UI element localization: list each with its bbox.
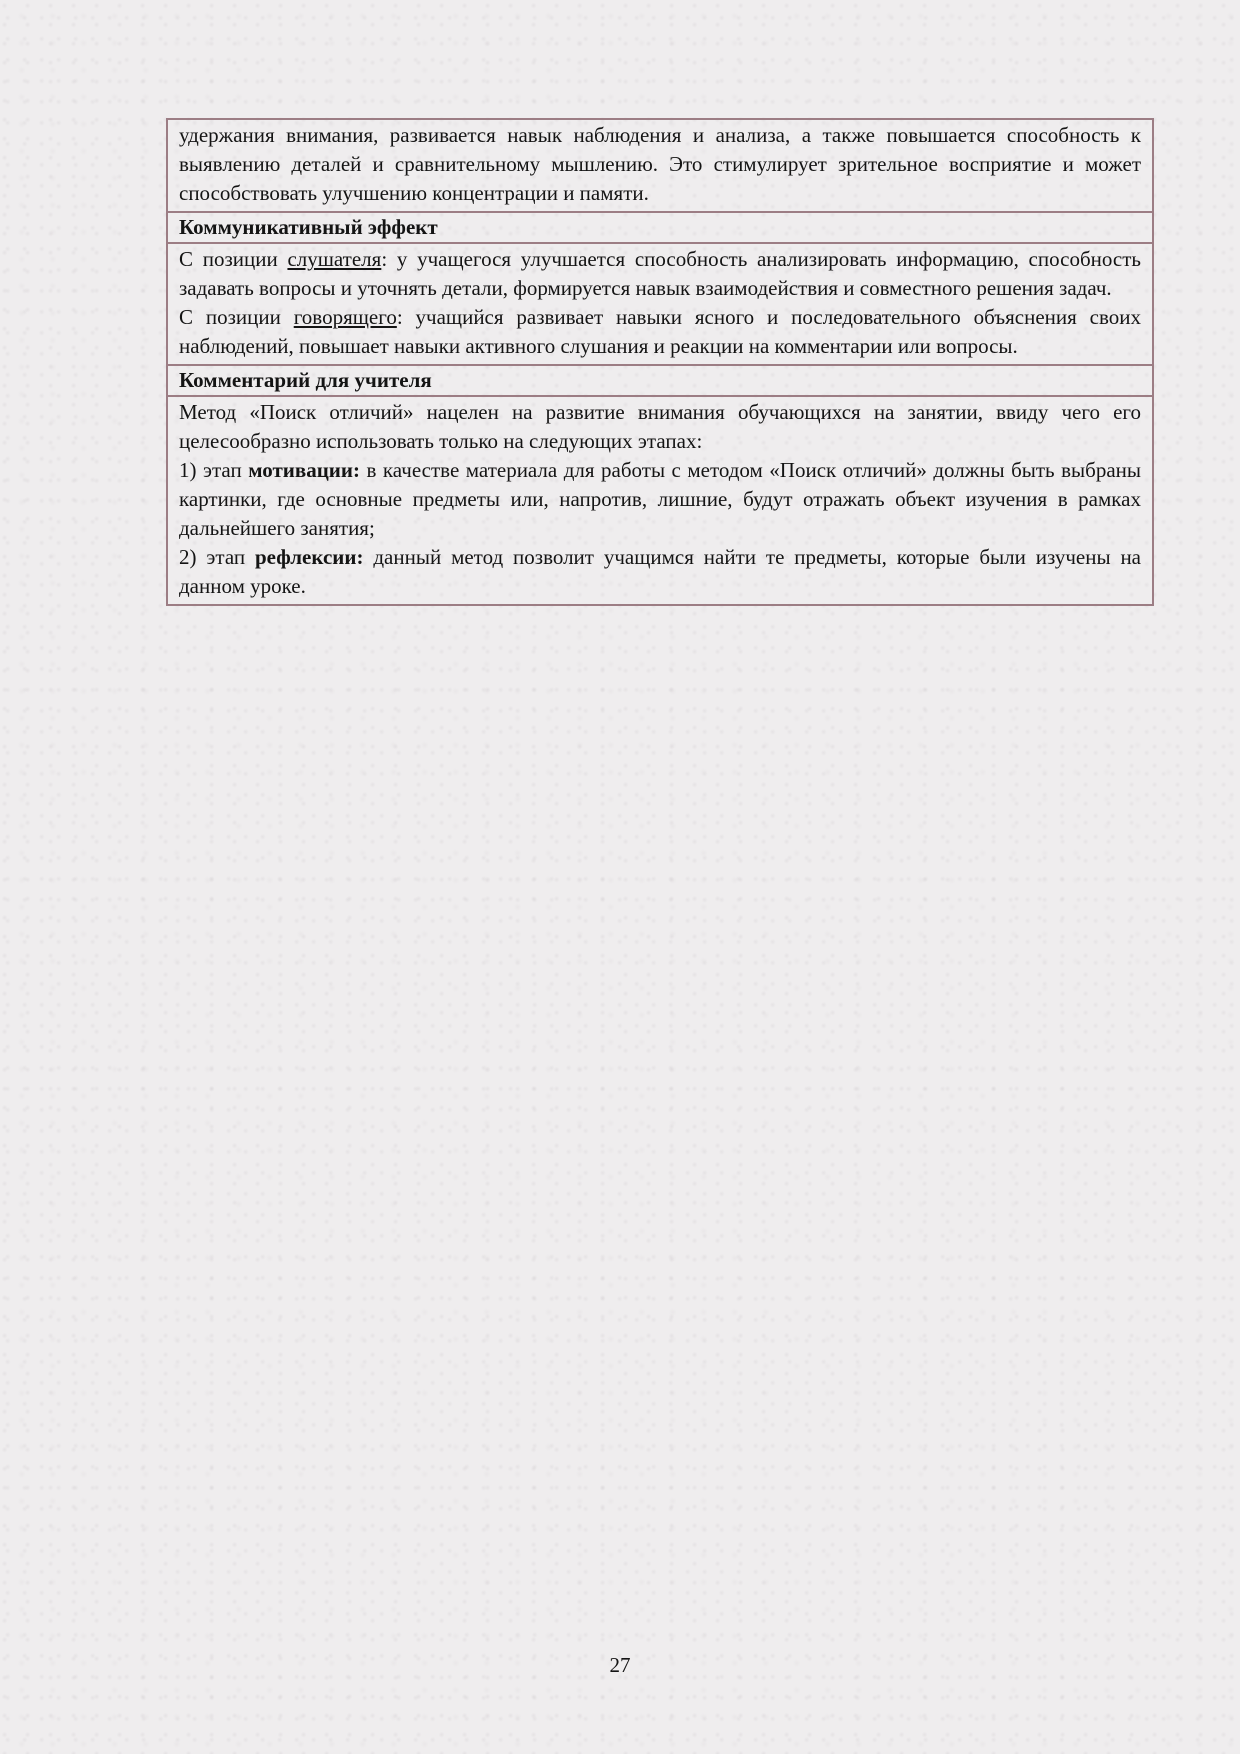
speaker-paragraph	[179, 303, 1141, 361]
reflection-text: данный метод позволит учащимся найти те предметы, которые были изучены на данном уроке.	[179, 545, 1141, 598]
listener-prefix: С позиции	[179, 247, 288, 271]
listener-term: слушателя	[287, 247, 382, 271]
listener-paragraph	[179, 245, 1141, 303]
speaker-text: : учащийся развивает навыки ясного и последовательного объяснения своих наблюдений, повышает навыки активного слушания и реакции на комментарии или вопросы.	[179, 305, 1141, 358]
motivation-text: в качестве материала для работы с методом «Поиск отличий» должны быть выбраны картинки, где основные предметы или, напротив, лишние, будут отражать объект изучения в рамках дальнейшего занятия;	[179, 458, 1141, 540]
page-number: 27	[609, 1653, 631, 1677]
motivation-stage-paragraph	[179, 456, 1141, 543]
reflection-stage-paragraph	[179, 543, 1141, 601]
table-row-effect-text	[168, 120, 1152, 211]
content-table	[166, 118, 1154, 606]
reflection-term: рефлексии:	[255, 545, 364, 569]
speaker-term: говорящего	[293, 305, 397, 329]
motivation-prefix: 1) этап	[179, 458, 249, 482]
motivation-term: мотивации:	[248, 458, 361, 482]
communicative-effect-heading: Коммуникативный эффект	[179, 215, 438, 239]
speaker-prefix: С позиции	[179, 305, 294, 329]
listener-text: : у учащегося улучшается способность анализировать информацию, способность задавать вопросы и уточнять детали, формируется навык взаимодействия и совместного решения задач.	[179, 247, 1141, 300]
teacher-comment-heading: Комментарий для учителя	[179, 368, 432, 392]
table-row-teacher-text	[168, 395, 1152, 604]
table-row-communicative-text	[168, 242, 1152, 364]
method-intro-paragraph: Метод «Поиск отличий» нацелен на развитие внимания обучающихся на занятии, ввиду чего его целесообразно использовать только на следующих этапах:	[179, 400, 1141, 453]
reflection-prefix: 2) этап	[179, 545, 255, 569]
table-row-communicative-heading	[168, 211, 1152, 242]
effect-paragraph: удержания внимания, развивается навык наблюдения и анализа, а также повышается способность к выявлению деталей и сравнительному мышлению. Это стимулирует зрительное восприятие и может способствовать улучшению концентрации и памяти.	[179, 123, 1141, 205]
table-row-teacher-heading	[168, 364, 1152, 395]
